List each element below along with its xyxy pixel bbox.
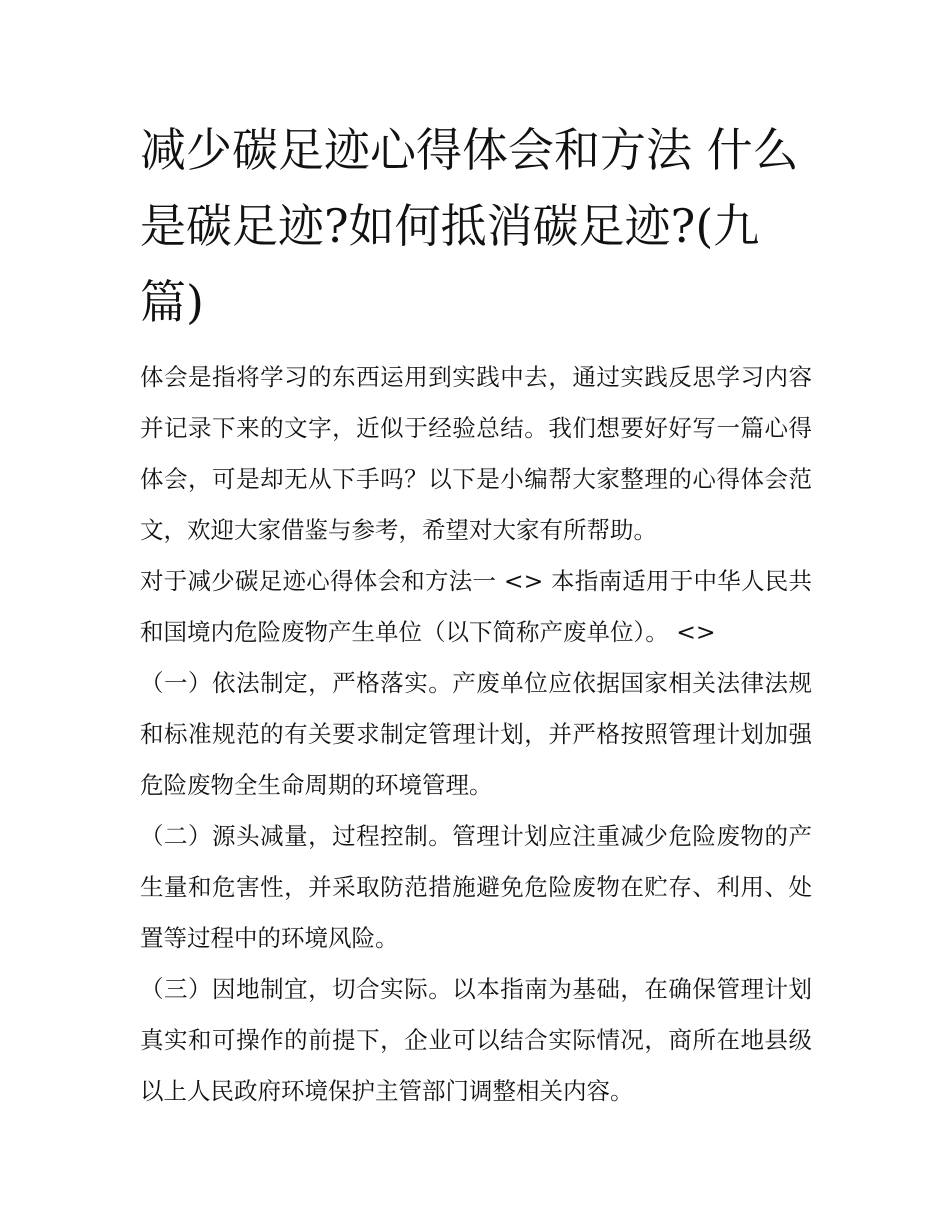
scope-paragraph: 对于减少碳足迹心得体会和方法一 <> 本指南适用于中华人民共和国境内危险废物产生单位（以下简称产废单位）。 <> xyxy=(140,567,812,646)
principle-three-paragraph: （三）因地制宜，切合实际。以本指南为基础，在确保管理计划真实和可操作的前提下，企业可以结合实际情况，商所在地县级以上人民政府环境保护主管部门调整相关内容。 xyxy=(140,975,812,1105)
principle-two-paragraph: （二）源头减量，过程控制。管理计划应注重减少危险废物的产生量和危害性，并采取防范措施避免危险废物在贮存、利用、处置等过程中的环境风险。 xyxy=(140,822,812,952)
document-page xyxy=(140,112,812,1117)
principle-one-paragraph: （一）依法制定，严格落实。产废单位应依据国家相关法律法规和标准规范的有关要求制定管理计划，并严格按照管理计划加强危险废物全生命周期的环境管理。 xyxy=(140,669,812,799)
document-title: 减少碳足迹心得体会和方法 什么是碳足迹?如何抵消碳足迹?(九篇) xyxy=(140,123,799,329)
intro-paragraph: 体会是指将学习的东西运用到实践中去，通过实践反思学习内容并记录下来的文字，近似于经验总结。我们想要好好写一篇心得体会，可是却无从下手吗？以下是小编帮大家整理的心得体会范文，欢迎大家借鉴与参考，希望对大家有所帮助。 xyxy=(140,363,812,544)
